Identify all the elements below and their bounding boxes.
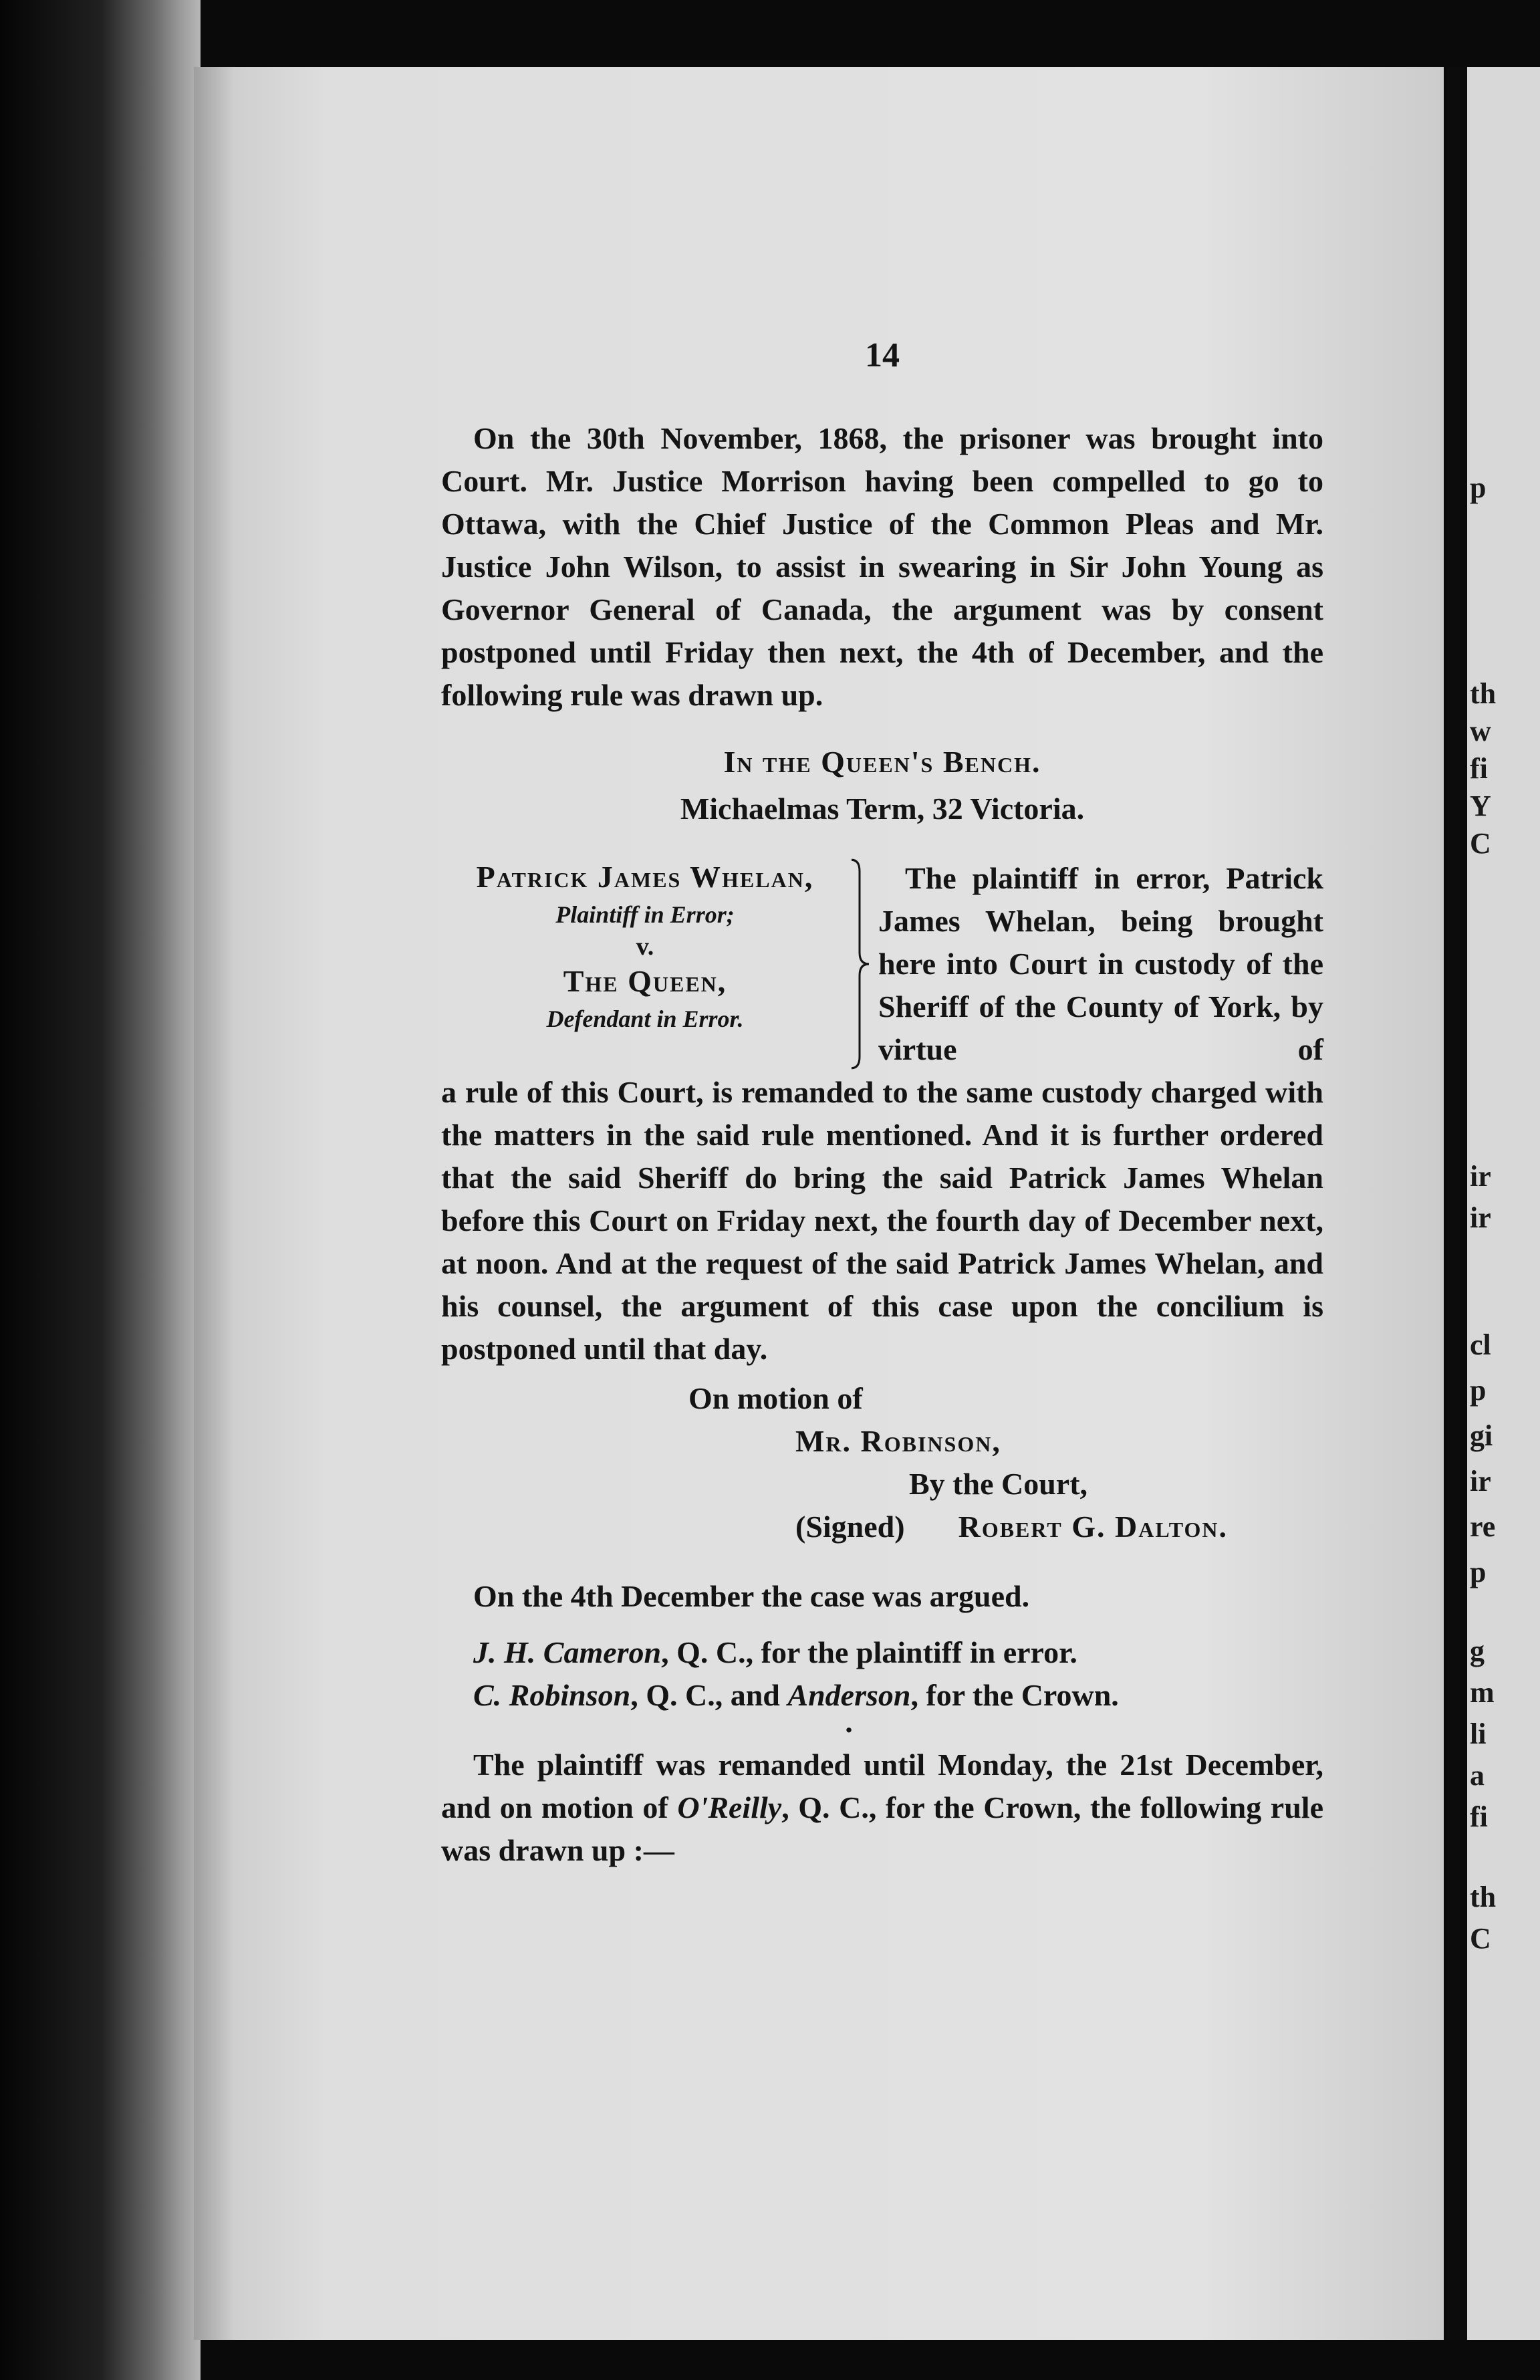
final-text: , Q. C., for the Crown, the following rule was drawn up :— [441, 1790, 1323, 1867]
edge-fragment: C [1470, 1922, 1491, 1955]
edge-fragment: ir [1470, 1465, 1491, 1498]
caption-brace [849, 857, 874, 1071]
edge-fragment: g [1470, 1635, 1485, 1667]
binding-gutter [0, 0, 201, 2380]
edge-fragment: li [1470, 1717, 1487, 1750]
motion-intro: On motion of [688, 1381, 863, 1415]
court-heading: In the Queen's Bench. [723, 745, 1041, 779]
plaintiff-role: Plaintiff in Error; [555, 901, 735, 928]
page-number: 14 [865, 336, 900, 374]
signature-line [441, 1506, 1323, 1548]
edge-fragment: p [1470, 1556, 1487, 1588]
counsel-name: Anderson [787, 1678, 911, 1712]
page-content [441, 334, 1323, 1872]
edge-fragment: p [1470, 471, 1487, 504]
edge-fragment: th [1470, 1881, 1497, 1913]
by-the-court: By the Court, [909, 1467, 1088, 1501]
final-text: The plaintiff was remanded until Monday, the 21st December, and on motion of [441, 1748, 1323, 1824]
counsel-detail: , for the Crown. [910, 1678, 1119, 1712]
edge-fragment: ir [1470, 1160, 1491, 1193]
case-parties [441, 857, 849, 1071]
final-paragraph [441, 1744, 1323, 1872]
plaintiff-name: Patrick James Whelan, [476, 860, 814, 894]
edge-fragment: re [1470, 1510, 1496, 1543]
rule-continuation: a rule of this Court, is remanded to the same custody charged with the matters in the said rule mentioned. And it is further ordered that the said Sheriff do bring the said Patrick James Whelan before this Court on Friday next, the fourth day of December next, at noon. And at the request of the said Patrick James Whelan, and his counsel, the argument of this case upon the concilium is postponed until that day. [441, 1075, 1323, 1366]
edge-fragment: m [1470, 1676, 1495, 1709]
opening-paragraph: On the 30th November, 1868, the prisoner was brought into Court. Mr. Justice Morrison having been compelled to go to Ottawa, with the Chief Justice of the Common Pleas and Mr. Justice John Wilson, to assist in swearing in Sir John Young as Governor General of Canada, the argument was by consent postponed until Friday then next, the 4th of December, and the following rule was drawn up. [441, 421, 1323, 712]
counsel-line-2 [441, 1674, 1323, 1717]
versus: v. [636, 933, 654, 961]
counsel-name: J. H. Cameron [473, 1635, 662, 1669]
edge-fragment: fi [1470, 752, 1488, 785]
edge-fragment: ir [1470, 1201, 1491, 1234]
edge-fragment: Y [1470, 790, 1491, 822]
signatory-name: Robert G. Dalton. [958, 1510, 1229, 1544]
caption-text [874, 857, 1323, 1071]
counsel-line-1 [441, 1631, 1323, 1674]
motion-mover: Mr. Robinson, [795, 1424, 1001, 1458]
term-heading: Michaelmas Term, 32 Victoria. [680, 792, 1085, 826]
edge-fragment: p [1470, 1374, 1487, 1407]
adjacent-page-strip [1447, 67, 1540, 2340]
counsel-detail: , Q. C., for the plaintiff in error. [661, 1635, 1077, 1669]
edge-fragment: gi [1470, 1419, 1493, 1452]
edge-fragment: C [1470, 827, 1491, 860]
edge-fragment: fi [1470, 1800, 1488, 1833]
caption-paragraph: The plaintiff in error, Patrick James Whelan, being brought here into Court in custody of the Sheriff of the County of York, by virtue of [878, 861, 1323, 1066]
counsel-name: C. Robinson [473, 1678, 631, 1712]
page-gap-shadow [1447, 67, 1467, 2340]
argued-line: On the 4th December the case was argued. [473, 1579, 1030, 1613]
defendant-role: Defendant in Error. [546, 1005, 744, 1032]
case-caption [441, 857, 1323, 1071]
edge-fragment: a [1470, 1759, 1485, 1792]
motion-block [441, 1377, 1323, 1548]
signed-label: (Signed) [795, 1510, 905, 1544]
defendant-name: The Queen, [563, 964, 727, 998]
edge-fragment: th [1470, 677, 1497, 710]
edge-fragment: w [1470, 715, 1491, 747]
counsel-name: O'Reilly [677, 1790, 782, 1824]
stray-mark: · [844, 1713, 854, 1747]
counsel-detail: , Q. C., and [630, 1678, 788, 1712]
edge-fragment: cl [1470, 1328, 1491, 1361]
